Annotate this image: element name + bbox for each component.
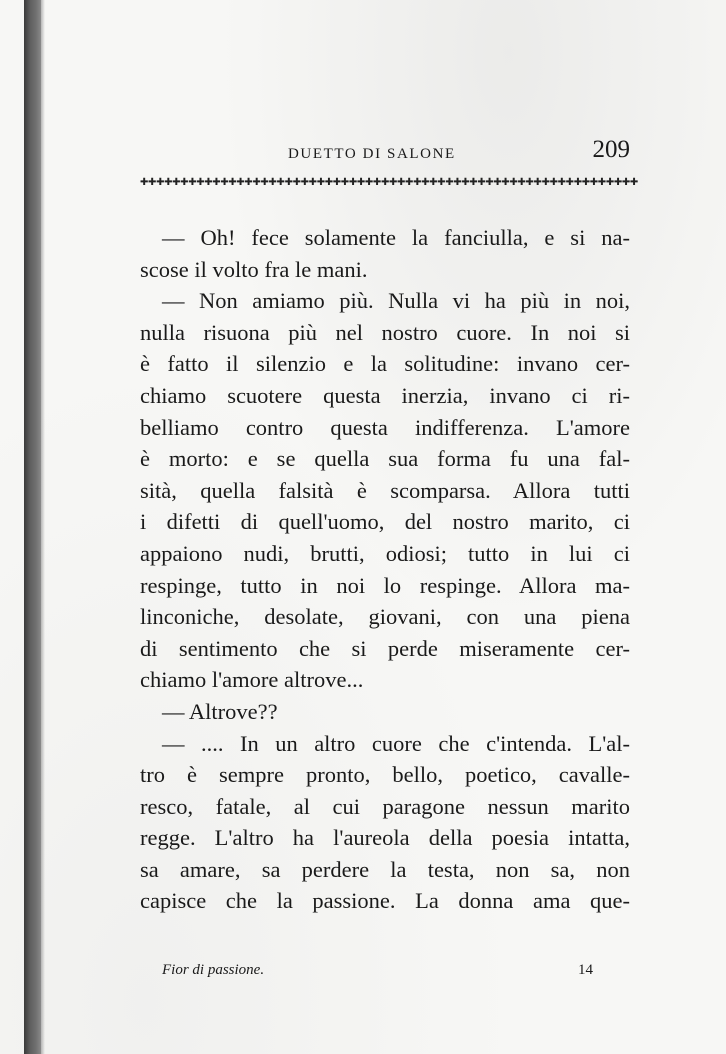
- ornament-cross-icon: ✚: [589, 177, 598, 188]
- text-line: di sentimento che si perde miseramente cer-: [140, 635, 630, 661]
- ornament-cross-icon: ✚: [597, 177, 606, 188]
- ornament-cross-icon: ✚: [541, 177, 550, 188]
- ornamental-rule: [140, 176, 638, 190]
- ornament-cross-icon: ✚: [509, 177, 518, 188]
- ornament-cross-icon: ✚: [413, 177, 422, 188]
- text-line: sa amare, sa perdere la testa, non sa, non: [140, 856, 630, 882]
- body-text: [140, 222, 630, 917]
- text-line: — Altrove??: [162, 698, 278, 724]
- signature-mark: 14: [578, 962, 593, 978]
- ornament-cross-icon: ✚: [573, 177, 582, 188]
- ornament-cross-icon: ✚: [204, 177, 213, 188]
- ornament-cross-icon: ✚: [356, 177, 365, 188]
- ornament-cross-icon: ✚: [629, 177, 638, 188]
- ornament-cross-icon: ✚: [220, 177, 229, 188]
- ornament-cross-icon: ✚: [533, 177, 542, 188]
- ornament-cross-icon: ✚: [300, 177, 309, 188]
- ornament-cross-icon: ✚: [621, 177, 630, 188]
- ornament-cross-icon: ✚: [276, 177, 285, 188]
- text-line: belliamo contro questa indifferenza. L'amore: [140, 414, 630, 440]
- ornament-cross-icon: ✚: [372, 177, 381, 188]
- text-line: regge. L'altro ha l'aureola della poesia intatta,: [140, 825, 630, 851]
- ornament-cross-icon: ✚: [164, 177, 173, 188]
- ornament-cross-icon: ✚: [244, 177, 253, 188]
- ornament-cross-icon: ✚: [565, 177, 574, 188]
- ornament-cross-icon: ✚: [525, 177, 534, 188]
- ornament-cross-icon: ✚: [517, 177, 526, 188]
- ornament-cross-icon: ✚: [316, 177, 325, 188]
- text-line: — Non amiamo più. Nulla vi ha più in noi,: [162, 288, 630, 314]
- ornament-cross-icon: ✚: [308, 177, 317, 188]
- ornament-cross-icon: ✚: [172, 177, 181, 188]
- ornament-cross-icon: ✚: [405, 177, 414, 188]
- text-line: è fatto il silenzio e la solitudine: invano cer-: [140, 351, 630, 377]
- ornament-cross-icon: ✚: [180, 177, 189, 188]
- ornament-cross-icon: ✚: [324, 177, 333, 188]
- ornament-cross-icon: ✚: [437, 177, 446, 188]
- ornament-cross-icon: ✚: [445, 177, 454, 188]
- ornament-cross-icon: ✚: [196, 177, 205, 188]
- page-footer: [140, 962, 630, 986]
- footer-book-title: Fior di passione.: [162, 962, 265, 978]
- ornament-cross-icon: ✚: [453, 177, 462, 188]
- ornament-cross-icon: ✚: [140, 177, 149, 188]
- text-line: appaiono nudi, brutti, odiosi; tutto in lui ci: [140, 540, 630, 566]
- ornament-cross-icon: ✚: [332, 177, 341, 188]
- ornament-cross-icon: ✚: [429, 177, 438, 188]
- ornament-cross-icon: ✚: [348, 177, 357, 188]
- ornament-cross-icon: ✚: [477, 177, 486, 188]
- ornament-cross-icon: ✚: [421, 177, 430, 188]
- ornament-cross-icon: ✚: [260, 177, 269, 188]
- text-line: respinge, tutto in noi lo respinge. Allora ma-: [140, 572, 630, 598]
- ornament-cross-icon: ✚: [188, 177, 197, 188]
- page-number: 209: [592, 136, 630, 163]
- text-line: scose il volto fra le mani.: [140, 256, 368, 282]
- text-line: i difetti di quell'uomo, del nostro marito, ci: [140, 509, 630, 535]
- text-line: sità, quella falsità è scomparsa. Allora tutti: [140, 477, 630, 503]
- text-line: chiamo l'amore altrove...: [140, 667, 364, 693]
- running-head: [140, 136, 630, 176]
- binding-edge-gradient: [41, 0, 45, 1054]
- ornament-cross-icon: ✚: [549, 177, 558, 188]
- ornament-cross-icon: ✚: [268, 177, 277, 188]
- ornament-cross-icon: ✚: [156, 177, 165, 188]
- ornament-cross-icon: ✚: [284, 177, 293, 188]
- ornament-cross-icon: ✚: [388, 177, 397, 188]
- ornament-cross-icon: ✚: [252, 177, 261, 188]
- ornament-cross-icon: ✚: [228, 177, 237, 188]
- ornament-cross-icon: ✚: [493, 177, 502, 188]
- running-head-title: DUETTO DI SALONE: [288, 146, 456, 162]
- ornament-cross-icon: ✚: [340, 177, 349, 188]
- ornament-cross-icon: ✚: [605, 177, 614, 188]
- book-binding-shadow: [24, 0, 41, 1054]
- ornament-cross-icon: ✚: [380, 177, 389, 188]
- text-line: tro è sempre pronto, bello, poetico, cavalle-: [140, 762, 630, 788]
- ornament-cross-icon: ✚: [461, 177, 470, 188]
- ornament-cross-icon: ✚: [292, 177, 301, 188]
- text-line: nulla risuona più nel nostro cuore. In noi si: [140, 319, 630, 345]
- ornament-cross-icon: ✚: [212, 177, 221, 188]
- text-line: — Oh! fece solamente la fanciulla, e si na-: [162, 225, 630, 250]
- ornament-cross-icon: ✚: [397, 177, 406, 188]
- text-line: capisce che la passione. La donna ama que-: [140, 888, 630, 914]
- text-line: chiamo scuotere questa inerzia, invano ci ri-: [140, 382, 630, 408]
- ornament-cross-icon: ✚: [581, 177, 590, 188]
- text-line: — .... In un altro cuore che c'intenda. L'al-: [162, 730, 630, 756]
- text-line: linconiche, desolate, giovani, con una piena: [140, 604, 630, 630]
- ornament-cross-icon: ✚: [613, 177, 622, 188]
- ornament-cross-icon: ✚: [501, 177, 510, 188]
- ornament-cross-icon: ✚: [364, 177, 373, 188]
- ornament-cross-icon: ✚: [485, 177, 494, 188]
- ornament-cross-icon: ✚: [236, 177, 245, 188]
- text-line: resco, fatale, al cui paragone nessun marito: [140, 793, 630, 819]
- text-line: è morto: e se quella sua forma fu una fal-: [140, 446, 630, 472]
- ornament-cross-icon: ✚: [148, 177, 157, 188]
- ornament-cross-icon: ✚: [469, 177, 478, 188]
- ornament-cross-icon: ✚: [557, 177, 566, 188]
